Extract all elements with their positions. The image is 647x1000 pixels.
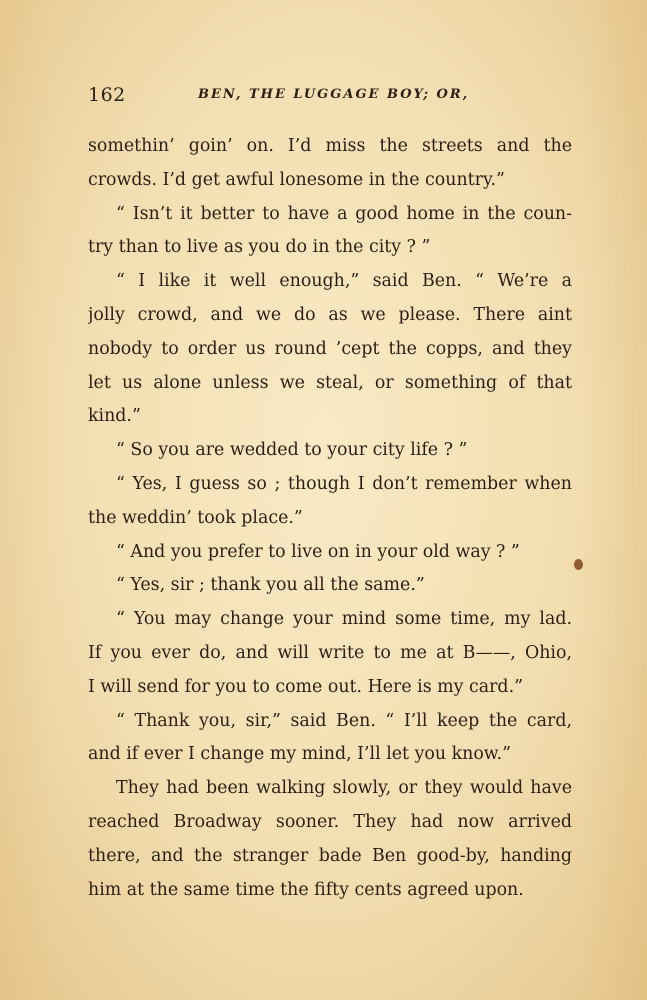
ink-spot [574,559,583,570]
page-header [88,84,528,110]
text-line: If you ever do, and will write to me at B——, Ohio, [88,642,572,663]
text-line: kind.” [88,406,141,427]
text-line: reached Broadway sooner. They had now arrived [88,811,572,832]
text-line: “ So you are wedded to your city life ? ” [116,440,468,461]
text-line: nobody to order us round ’cept the copps, and they [88,338,572,359]
text-line: They had been walking slowly, or they would have [116,778,572,799]
text-line: him at the same time the fifty cents agreed upon. [88,879,524,900]
text-line: crowds. I’d get awful lonesome in the country.” [88,169,505,190]
text-line: the weddin’ took place.” [88,507,303,528]
text-line: “ You may change your mind some time, my lad. [116,609,572,630]
text-line: try than to live as you do in the city ? ” [88,237,431,258]
text-line: “ I like it well enough,” said Ben. “ We’re a [116,271,572,292]
text-line: “ Yes, I guess so ; though I don’t remember when [116,473,572,494]
running-head: BEN, THE LUGGAGE BOY; OR, [198,87,470,102]
text-line: there, and the stranger bade Ben good-by, handing [88,845,572,866]
body-text [88,130,572,907]
text-line: and if ever I change my mind, I’ll let you know.” [88,744,512,765]
text-line: I will send for you to come out. Here is my card.” [88,676,523,697]
text-line: somethin’ goin’ on. I’d miss the streets and the [88,136,572,156]
text-line: “ And you prefer to live on in your old way ? ” [116,541,520,562]
text-line: “ Isn’t it better to have a good home in the coun- [116,203,572,224]
text-line: jolly crowd, and we do as we please. There aint [88,304,572,325]
text-line: let us alone unless we steal, or something of that [88,372,572,393]
page-number: 162 [88,84,126,106]
text-line: “ Yes, sir ; thank you all the same.” [116,575,425,596]
text-line: “ Thank you, sir,” said Ben. “ I’ll keep the card, [116,710,572,731]
